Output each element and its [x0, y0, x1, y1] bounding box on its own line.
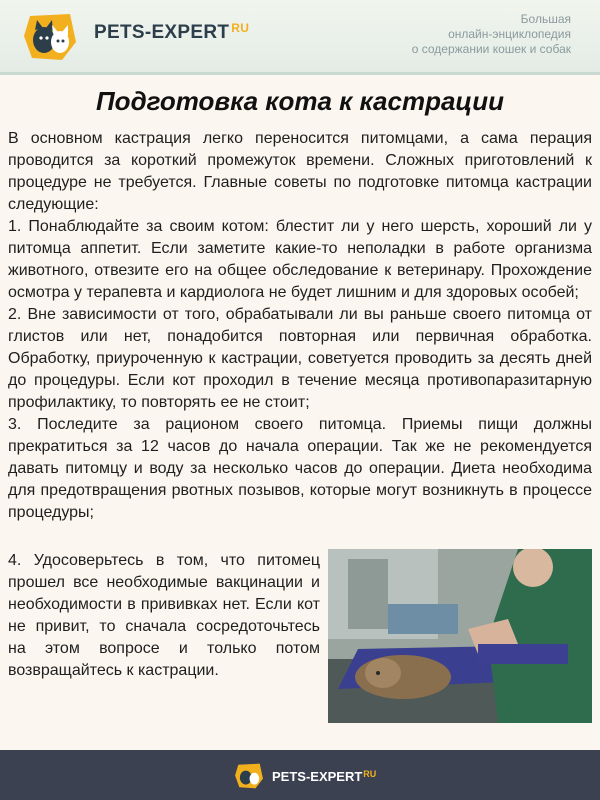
footer-brand-suffix: RU [363, 768, 377, 779]
article-intro: В основном кастрация легко переносится питомцами, а сама перация проводится за короткий промежуток времени. Сложных приготовлений к процедуре не требуется. Главные советы по подготовке питомца кастрации следующие: [8, 130, 592, 213]
site-tagline [412, 12, 571, 57]
list-item: 1. Понаблюдайте за своим котом: блестит ли у него шерсть, хороший ли у питомца аппетит. Если заметите какие-то неполадки в работе организма животного, отвезите его на общее обследование к ветеринару. Прохождение осмотра у терапевта и кардиолога не будет лишним и для здоровых особей; [8, 218, 592, 301]
footer-logo[interactable] [234, 762, 376, 790]
cat-dog-logo-icon[interactable] [22, 12, 78, 62]
tagline-line: о содержании кошек и собак [411, 42, 571, 56]
tagline-line: онлайн-энциклопедия [448, 27, 571, 41]
site-footer [0, 750, 600, 800]
vet-cat-photo [328, 549, 592, 723]
list-item: 4. Удосоверьтесь в том, что питомец прошел все необходимые вакцинации и необходимости в прививках нет. Если кот не привит, то сначала сосредоточьтесь на этом вопросе и только потом возвращайтесь к кастрации. [8, 552, 320, 679]
brand-suffix: RU [231, 21, 250, 35]
tagline-line: Большая [520, 12, 571, 26]
vet-cat-image [328, 549, 592, 723]
brand-name[interactable] [94, 22, 249, 44]
footer-brand [272, 769, 376, 784]
cat-dog-logo-icon [234, 762, 264, 790]
article-body [8, 128, 592, 524]
list-item: 2. Вне зависимости от того, обрабатывали ли вы раньше своего питомца от глистов или нет, понадобится повторная или первичная обработка. Обработку, приуроченную к кастрации, советуется проводить за десять дней до процедуры. Если кот проходил в течение месяца противопаразитарную профилактику, то повторять ее не стоит; [8, 306, 592, 411]
site-header [0, 0, 600, 75]
brand-name-text: PETS-EXPERT [94, 22, 230, 43]
list-item: 3. Последите за рационом своего питомца. Приемы пищи должны прекратиться за 12 часов до начала операции. Так же не рекомендуется давать питомцу и воду за несколько часов до операции. Диета необходима для предотвращения рвотных позывов, которые могут возникнуть в процессе процедуры; [8, 416, 592, 521]
footer-brand-text: PETS-EXPERT [272, 768, 363, 784]
article-title: Подготовка кота к кастрации [95, 86, 504, 116]
